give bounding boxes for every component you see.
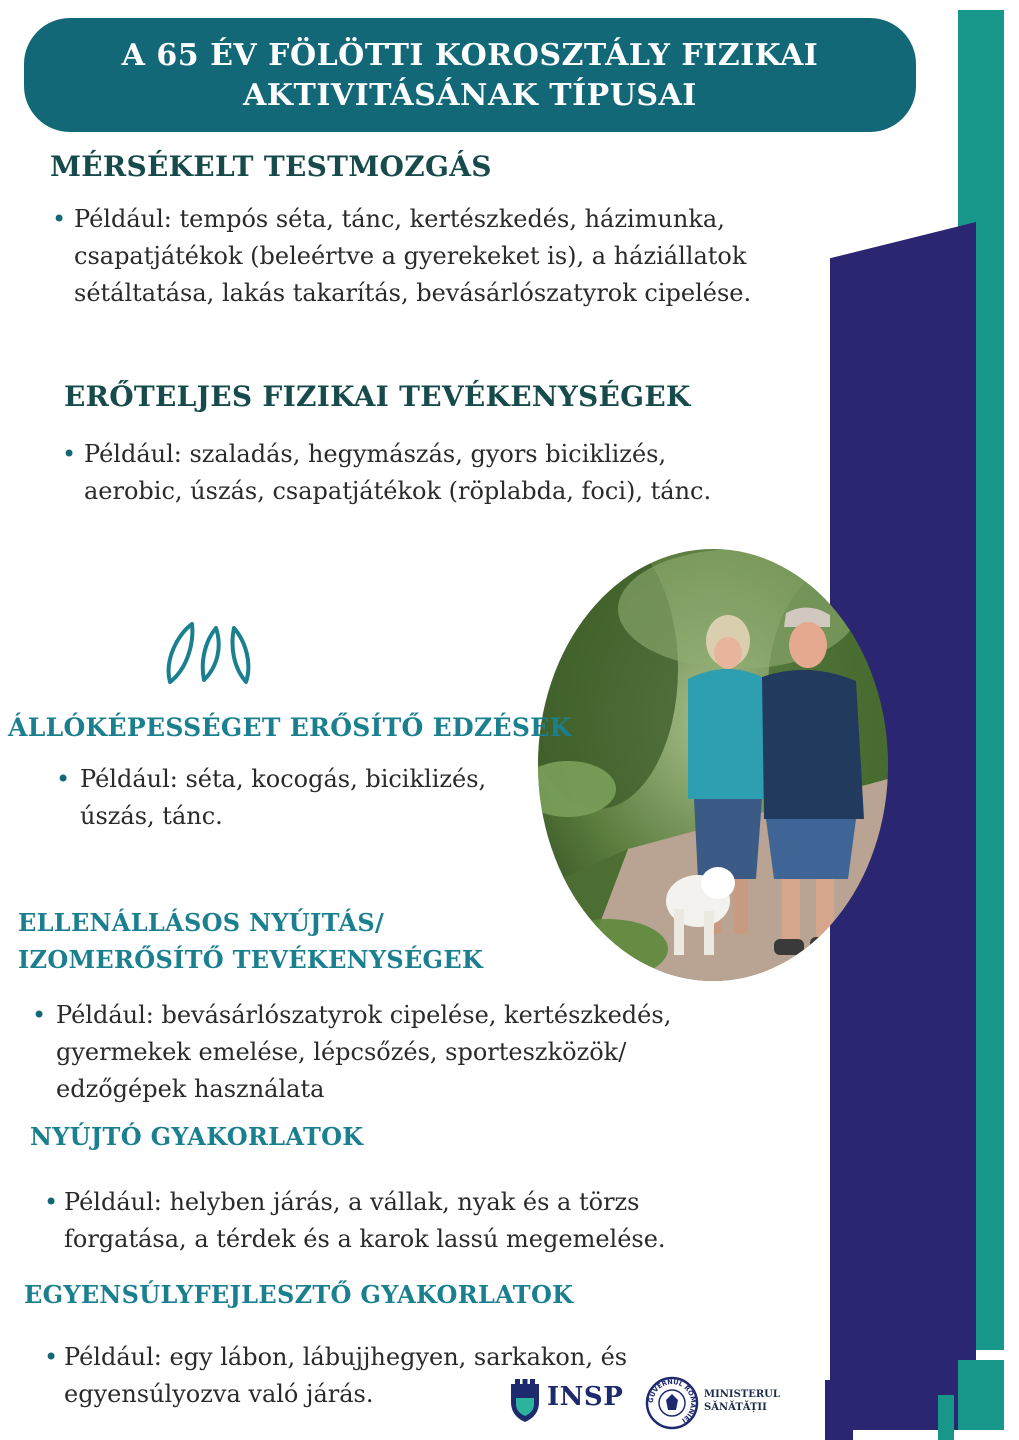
government-seal-icon [645,1376,699,1430]
bullet-line: Például: tempós séta, tánc, kertészkedés, házimunka, [74,205,725,233]
bullet-line: sétáltatása, lakás takarítás, bevásárlószatyrok cipelése. [74,279,752,307]
bullet-dot: • [44,1188,59,1216]
bullet-line: egyensúlyozva való járás. [64,1380,374,1408]
bullet-stretching [44,1184,666,1258]
teal-stripe-bottom [958,1360,1004,1430]
insp-logo-text: INSP [547,1382,624,1412]
bullet-endurance [56,761,486,835]
bullet-line: aerobic, úszás, csapatjátékok (röplabda, foci), tánc. [84,477,712,505]
bullet-dot: • [44,1343,59,1371]
bullet-line: Például: helyben járás, a vállak, nyak és a törzs [64,1188,640,1216]
bullet-line: forgatása, a térdek és a karok lassú megemelése. [64,1225,666,1253]
page-title-banner [24,18,916,132]
bullet-vigorous [62,436,711,510]
elderly-couple-photo [538,549,888,981]
section-title-vigorous: ERŐTELJES FIZIKAI TEVÉKENYSÉGEK [64,380,691,413]
teal-stripe-small [938,1395,954,1440]
section-title-balance: EGYENSÚLYFEJLESZTŐ GYAKORLATOK [24,1280,574,1309]
bullet-line: edzőgépek használata [56,1075,325,1103]
page-title-line-1: A 65 ÉV FÖLÖTTI KOROSZTÁLY FIZIKAI [121,38,819,73]
bullet-line: Például: bevásárlószatyrok cipelése, kertészkedés, [56,1001,672,1029]
insp-shield-icon [508,1378,542,1424]
bullet-dot: • [52,205,67,233]
page-title-line-2: AKTIVITÁSÁNAK TÍPUSAI [243,78,697,113]
bullet-line: úszás, tánc. [80,802,223,830]
seal-text: GUVERNUL ROMÂNIEI [646,1377,698,1425]
bullet-dot: • [62,440,77,468]
ministry-line-1: MINISTERUL [704,1389,780,1400]
bullet-dot: • [56,765,71,793]
section-title-stretching: NYÚJTÓ GYAKORLATOK [30,1122,364,1151]
bullet-line: csapatjátékok (beleértve a gyerekeket is), a háziállatok [74,242,747,270]
bullet-line: Például: séta, kocogás, biciklizés, [80,765,487,793]
leaf-doodle-icon [160,620,260,690]
bullet-resistance [32,997,671,1108]
ministry-logo-text [704,1388,780,1414]
section-title-endurance: ÁLLÓKÉPESSÉGET ERŐSÍTŐ EDZÉSEK [8,713,572,742]
section-title-resistance-line-1: ELLENÁLLÁSOS NYÚJTÁS/ [18,908,385,937]
bullet-line: gyermekek emelése, lépcsőzés, sporteszközök/ [56,1038,627,1066]
ministry-line-2: SĂNĂTĂȚII [704,1402,767,1413]
section-title-resistance-line-2: IZOMERŐSÍTŐ TEVÉKENYSÉGEK [18,945,484,974]
bullet-line: Például: egy lábon, lábujjhegyen, sarkakon, és [64,1343,628,1371]
bullet-line: Például: szaladás, hegymászás, gyors biciklizés, [84,440,667,468]
bullet-dot: • [32,1001,47,1029]
section-title-moderate: MÉRSÉKELT TESTMOZGÁS [50,150,492,183]
bullet-moderate [52,201,751,312]
navy-stripe-bottom [825,1380,853,1440]
